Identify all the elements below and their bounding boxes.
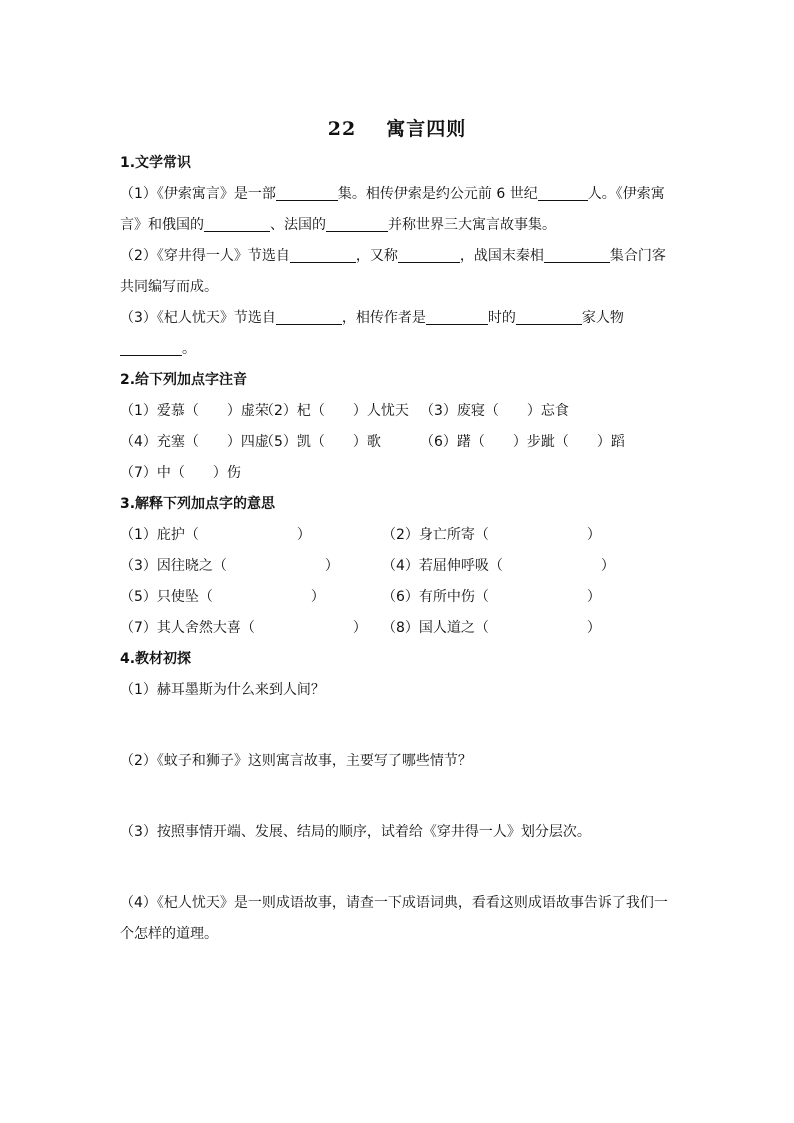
s2-row-1 bbox=[120, 396, 680, 427]
s1-q1-text-b: 集。相传伊索是约公元前 6 世纪 bbox=[337, 186, 538, 202]
s1-q1-text-d: 言》和俄国的 bbox=[120, 217, 204, 233]
s1-q1-text-c: 人。《伊索寓 bbox=[587, 186, 665, 202]
blank-field[interactable] bbox=[398, 246, 460, 263]
pinyin-item: （3）废寝（ ）忘食 bbox=[420, 403, 569, 419]
s1-q3-text-end: 。 bbox=[182, 341, 196, 357]
definition-item: （7）其人舍然大喜（ ） bbox=[120, 620, 367, 636]
definition-item: （4）若屈伸呼吸（ ） bbox=[382, 558, 615, 574]
section-3-heading: 3.解释下列加点字的意思 bbox=[120, 496, 276, 512]
pinyin-item: （4）充塞（ ）四虚 bbox=[120, 434, 269, 450]
answer-space[interactable] bbox=[120, 777, 680, 817]
definition-item: （1）庇护（ ） bbox=[120, 527, 311, 543]
s1-q1-text-a: （1）《伊索寓言》是一部 bbox=[120, 186, 276, 202]
blank-field[interactable] bbox=[120, 339, 182, 356]
s2-row-3 bbox=[120, 458, 680, 489]
definition-item: （8）国人道之（ ） bbox=[382, 620, 601, 636]
lesson-number: 22 bbox=[327, 118, 357, 140]
blank-field[interactable] bbox=[516, 308, 582, 325]
blank-field[interactable] bbox=[276, 308, 342, 325]
s1-q1-text-f: 并称世界三大寓言故事集。 bbox=[388, 217, 556, 233]
s4-question-1: （1）赫耳墨斯为什么来到人间？ bbox=[120, 682, 325, 698]
s4-question-4-line2: 个怎样的道理。 bbox=[120, 926, 218, 942]
page-title bbox=[0, 114, 794, 141]
pinyin-item: （7）中（ ）伤 bbox=[120, 465, 241, 481]
s1-q2-line2: 共同编写而成。 bbox=[120, 279, 218, 295]
s4-question-3: （3）按照事情开端、发展、结局的顺序，试着给《穿井得一人》划分层次。 bbox=[120, 824, 591, 840]
blank-field[interactable] bbox=[204, 215, 270, 232]
s3-row-1 bbox=[120, 520, 680, 551]
blank-field[interactable] bbox=[538, 184, 588, 201]
s1-q2-line1 bbox=[120, 241, 680, 272]
s1-q3-text-c: 时的 bbox=[487, 310, 516, 326]
definition-item: （5）只使坠（ ） bbox=[120, 589, 325, 605]
s1-q1-line2 bbox=[120, 210, 680, 241]
section-2-heading: 2.给下列加点字注音 bbox=[120, 372, 248, 388]
pinyin-item: （1）爱慕（ ）虚荣 bbox=[120, 403, 269, 419]
s1-q1-line1 bbox=[120, 179, 680, 210]
definition-item: （3）因往晓之（ ） bbox=[120, 558, 339, 574]
blank-field[interactable] bbox=[290, 246, 356, 263]
s2-row-2 bbox=[120, 427, 680, 458]
pinyin-item: （6）躇（ ）步跐（ ）蹈 bbox=[420, 434, 625, 450]
s3-row-3 bbox=[120, 582, 680, 613]
lesson-title: 寓言四则 bbox=[386, 118, 467, 140]
s1-q3-line1 bbox=[120, 303, 680, 334]
s1-q3-text-a: （3）《杞人忧天》节选自 bbox=[120, 310, 276, 326]
s1-q3-text-d: 家人物 bbox=[581, 310, 624, 326]
blank-field[interactable] bbox=[276, 184, 338, 201]
pinyin-item: （5）凯（ ）歌 bbox=[260, 434, 381, 450]
answer-space[interactable] bbox=[120, 706, 680, 746]
worksheet-content bbox=[120, 148, 680, 950]
definition-item: （6）有所中伤（ ） bbox=[382, 589, 601, 605]
blank-field[interactable] bbox=[544, 246, 610, 263]
s3-row-4 bbox=[120, 613, 680, 644]
blank-field[interactable] bbox=[426, 308, 488, 325]
s1-q3-text-b: ，相传作者是 bbox=[341, 310, 426, 326]
s4-question-2: （2）《蚊子和狮子》这则寓言故事，主要写了哪些情节？ bbox=[120, 753, 472, 769]
s1-q2-text-b: ，又称 bbox=[355, 248, 398, 264]
s4-question-4-line1: （4）《杞人忧天》是一则成语故事，请查一下成语词典，看看这则成语故事告诉了我们一 bbox=[120, 895, 668, 911]
s1-q2-text-c: ，战国末秦相 bbox=[459, 248, 544, 264]
pinyin-item: （2）杞（ ）人忧天 bbox=[260, 403, 409, 419]
blank-field[interactable] bbox=[326, 215, 388, 232]
definition-item: （2）身亡所寄（ ） bbox=[382, 527, 601, 543]
s1-q3-line2 bbox=[120, 334, 680, 365]
section-1-heading: 1.文学常识 bbox=[120, 155, 192, 171]
s3-row-2 bbox=[120, 551, 680, 582]
s1-q2-text-a: （2）《穿井得一人》节选自 bbox=[120, 248, 290, 264]
s1-q1-text-e: 、法国的 bbox=[270, 217, 326, 233]
section-4-heading: 4.教材初探 bbox=[120, 651, 192, 667]
answer-space[interactable] bbox=[120, 848, 680, 888]
s1-q2-text-d: 集合门客 bbox=[609, 248, 666, 264]
